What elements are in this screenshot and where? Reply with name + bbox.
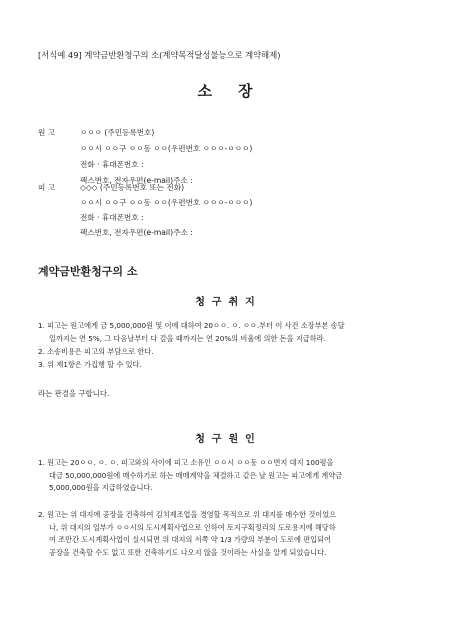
document-title: 소 장: [197, 82, 253, 100]
defendant-address: ㅇㅇ시 ㅇㅇ구 ㅇㅇ동 ㅇㅇ(우편번호 ㅇㅇㅇ-ㅇㅇㅇ): [80, 198, 253, 207]
defendant-role-label: 피 고: [38, 183, 56, 192]
claim-purpose-item-line: 일까지는 연 5%, 그 다음날부터 다 갚을 때까지는 연 20%의 비율에 의한 돈을 지급하라.: [49, 333, 326, 343]
claim-cause-item: [38, 457, 342, 495]
claim-purpose-item-line: 2. 소송비용은 피고의 부담으로 한다.: [38, 347, 154, 356]
claim-purpose-item-line: 3. 위 제1항은 가집행 할 수 있다.: [38, 360, 142, 369]
claim-cause-item: [38, 509, 336, 559]
defendant-fax-email: 팩스번호, 전자우편(e-mail)주소 :: [80, 228, 193, 237]
plaintiff-phone: 전화 · 휴대폰번호 :: [80, 160, 144, 169]
defendant-name: ◇◇◇ (주민등록번호 또는 전화): [80, 183, 185, 192]
claim-cause-item-line: 여 조만간 도시계획사업이 실시되면 위 대지의 서쪽 약 1/3 가량의 부분이 도로에 편입되어: [49, 535, 331, 545]
claim-purpose-heading: 청 구 취 지: [195, 297, 255, 308]
claim-cause-heading: 청 구 원 인: [195, 434, 255, 445]
claim-cause-item-line: 공장을 건축할 수도 없고 또한 건축하기도 나오지 않을 것이라는 사실을 알게 되었습니다.: [49, 547, 327, 557]
claim-purpose-item: [38, 320, 345, 345]
form-label: [서식예 49] 계약금반환청구의 소(계약목적달성불능으로 계약해제): [38, 50, 281, 60]
claim-cause-item-line: 2. 원고는 위 대지에 공장을 건축하여 김치제조업을 경영할 목적으로 위 대지를 매수한 것이었으: [38, 510, 337, 519]
claim-purpose-item: [38, 346, 154, 359]
claim-cause-item-line: 대금 50,000,000원에 매수하기로 하는 매매계약을 체결하고 같은 날 원고는 피고에게 계약금: [49, 470, 343, 480]
claim-purpose-item-line: 1. 피고는 원고에게 금 5,000,000원 및 이에 대하여 20ㅇㅇ. ㅇ. ㅇㅇ.부터 이 사건 소장부본 송달: [38, 321, 345, 330]
plaintiff-fax-email: 팩스번호, 전자우편(e-mail)주소 :: [80, 176, 193, 185]
case-title: 계약금반환청구의 소: [38, 265, 138, 278]
plaintiff-address: ㅇㅇ시 ㅇㅇ구 ㅇㅇ동 ㅇㅇ(우편번호 ㅇㅇㅇ-ㅇㅇㅇ): [80, 144, 253, 153]
claim-cause-item-line: 1. 원고는 20ㅇㅇ. ㅇ. ㅇ. 피고와의 사이에 피고 소유인 ㅇㅇ시 ㅇㅇ동 ㅇㅇ번지 대지 100평을: [38, 458, 334, 467]
claim-purpose-item: [38, 359, 142, 372]
defendant-phone: 전화 · 휴대폰번호 :: [80, 213, 144, 222]
claim-purpose-closing: 라는 판결을 구합니다.: [38, 389, 110, 398]
claim-cause-item-line: 5,000,000원을 지급하였습니다.: [49, 483, 153, 493]
plaintiff-name: ㅇㅇㅇ (주민등록번호): [80, 128, 155, 137]
plaintiff-role-label: 원 고: [38, 128, 56, 137]
claim-cause-item-line: 나, 위 대지의 일부가 ㅇㅇ시의 도시계획사업으로 인하여 토지구획정리의 도로용지에 해당하: [49, 522, 336, 532]
